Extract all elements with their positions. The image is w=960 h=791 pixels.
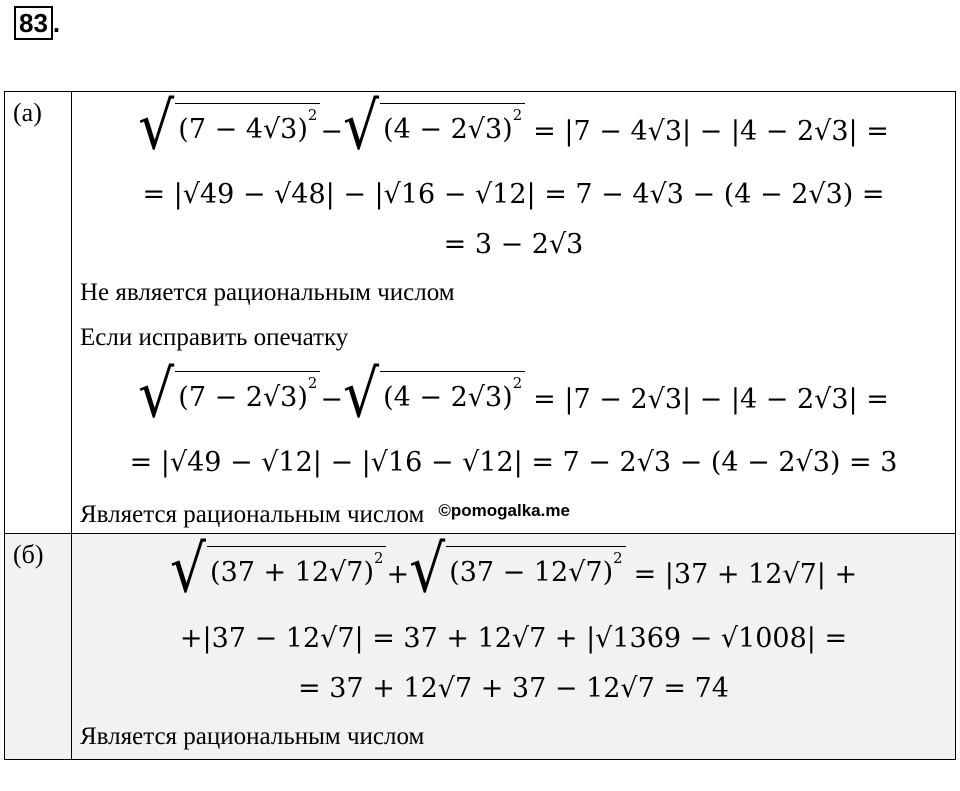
part-b-line-2: +|37 − 12√7| = 37 + 12√7 + |√1369 − √1008| = [179, 623, 848, 654]
exponent: 2 [613, 548, 623, 567]
radicand: (37 + 12√7) [210, 556, 374, 588]
radical: √ $(4 - 2√3)^2$ [343, 103, 525, 160]
equation-rhs: = |7 − 2√3| − |4 − 2√3| = [533, 383, 889, 415]
part-a-line-4 [80, 356, 947, 438]
part-a-row [5, 92, 956, 534]
part-b-row [5, 534, 956, 760]
exponent: 2 [373, 548, 384, 567]
part-a-text-3 [80, 488, 947, 533]
solution-table [4, 88, 956, 760]
exponent: 2 [512, 373, 523, 392]
operator: − [320, 383, 343, 415]
problem-number [14, 6, 60, 40]
part-a-line-3: = 3 − 2√3 [443, 229, 584, 260]
radicand: (7 − 4√3) [178, 113, 308, 145]
problem-number-dot: . [52, 8, 61, 38]
equation-rhs: = |7 − 4√3| − |4 − 2√3| = [533, 115, 889, 147]
part-a-content [72, 88, 956, 534]
radical: √ $(7 - 2√3)^2$ [138, 371, 320, 428]
part-a-text-2: Если исправить опечатку [80, 324, 349, 351]
radical: √ $(7 - 4√3)^2$ [138, 103, 320, 160]
problem-number-box: 83 [14, 6, 53, 40]
radicand: (7 − 2√3) [178, 381, 308, 413]
part-a-text-1: Не является рациональным числом [80, 279, 455, 306]
radicand: (37 − 12√7) [449, 556, 614, 588]
operator: − [320, 115, 343, 147]
part-b-text-1: Является рациональным числом [80, 723, 425, 750]
radicand: (4 − 2√3) [383, 113, 513, 145]
watermark: ©pomogalka.me [438, 501, 570, 520]
part-b-label: (б) [5, 534, 72, 760]
radical: √ $(37 + 12√7)^2$ [170, 546, 387, 603]
radical: √ $(4 - 2√3)^2$ [343, 371, 525, 428]
part-a-conclusion: Является рациональным числом [80, 501, 425, 528]
part-b-content [72, 531, 956, 760]
radical: √ $(37 - 12√7)^2$ [409, 546, 626, 603]
part-b-line-1 [80, 531, 947, 614]
equation-rhs: = |37 + 12√7| + [633, 558, 858, 590]
exponent: 2 [307, 373, 318, 392]
operator: + [386, 558, 410, 590]
exponent: 2 [307, 105, 318, 124]
radicand: (4 − 2√3) [383, 381, 513, 413]
part-a-line-5: = |√49 − √12| − |√16 − √12| = 7 − 2√3 − (4 − 2√3) = 3 [129, 447, 898, 478]
exponent: 2 [512, 105, 523, 124]
part-b-line-3: = 37 + 12√7 + 37 − 12√7 = 74 [298, 673, 729, 704]
part-a-line-2: = |√49 − √48| − |√16 − √12| = 7 − 4√3 − (4 − 2√3) = [142, 179, 885, 210]
part-a-label: (а) [5, 92, 72, 534]
part-a-line-1 [80, 88, 947, 170]
